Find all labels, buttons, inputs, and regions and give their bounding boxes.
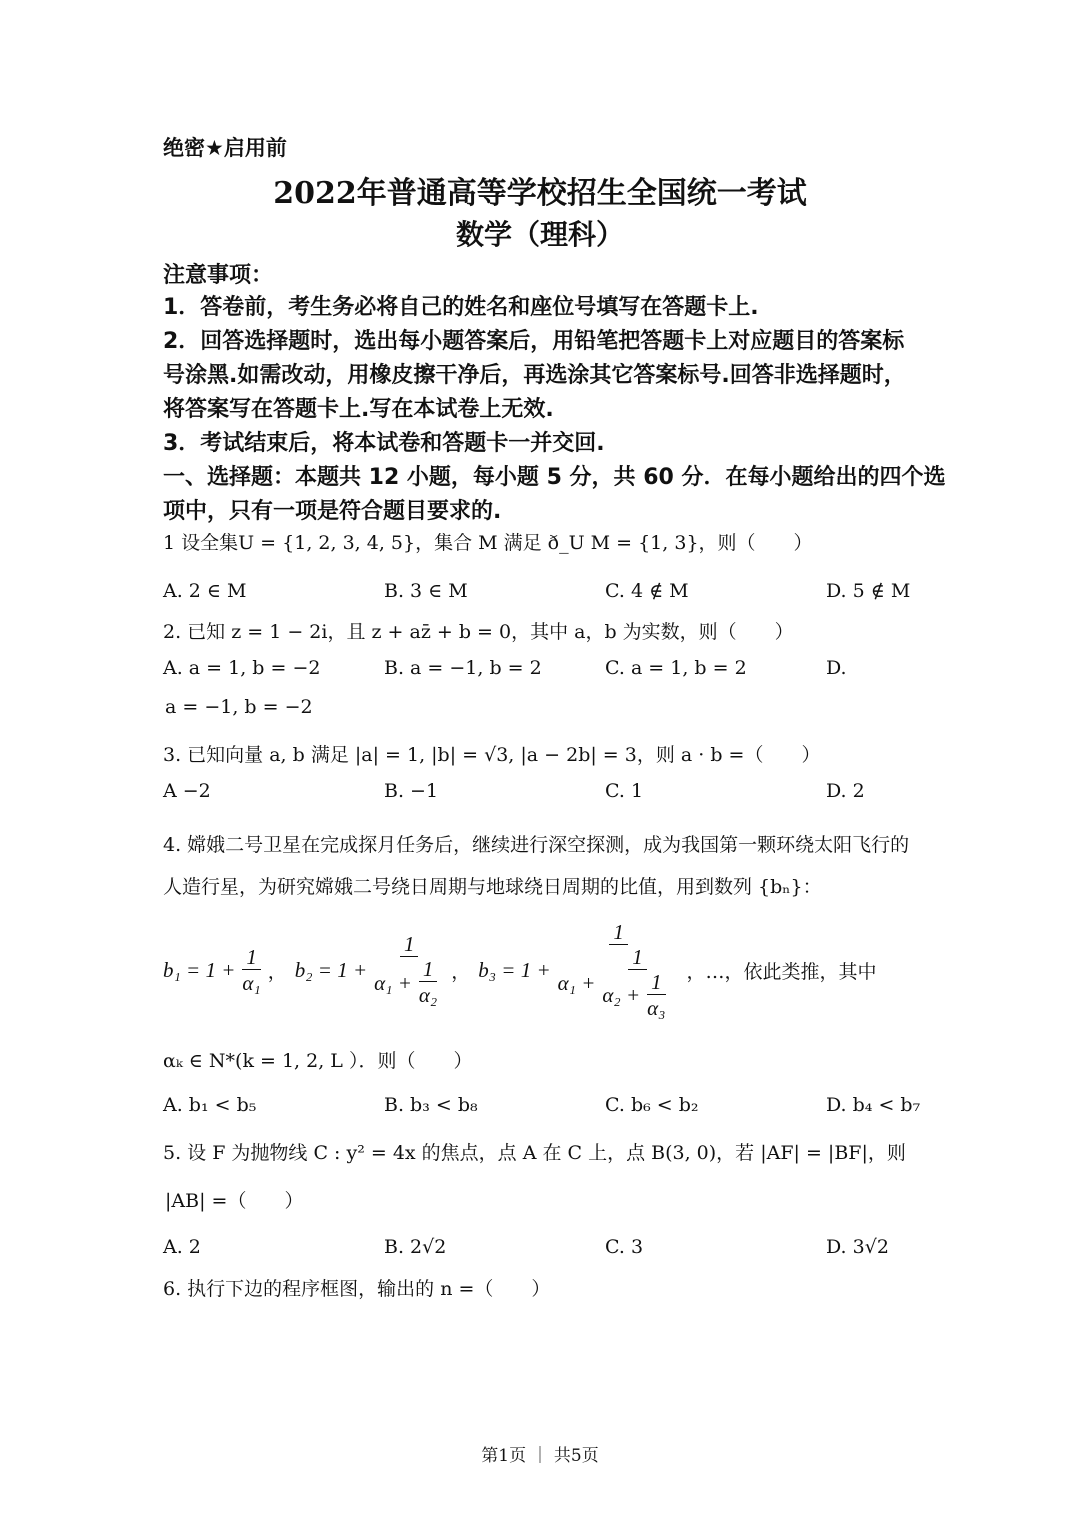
fraction-denominator: α₂ bbox=[418, 983, 438, 1007]
question-4-option-b: B. b₃ < b₈ bbox=[384, 1094, 478, 1116]
fraction-numerator: 1 bbox=[400, 932, 419, 957]
question-5-stem-line-2: |AB| =（ ） bbox=[165, 1190, 304, 1212]
question-2-option-d: D. bbox=[826, 657, 847, 679]
fraction-denominator bbox=[598, 970, 676, 1021]
alpha-term: α₂ + bbox=[602, 983, 641, 1007]
alpha-term: α₁ + bbox=[557, 970, 596, 995]
fraction-numerator: 1 bbox=[628, 945, 647, 970]
b1-fraction bbox=[238, 945, 264, 996]
question-2-option-a: A. a = 1, b = −2 bbox=[163, 657, 321, 679]
note-2-line-2: 号涂黑.如需改动，用橡皮擦干净后，再选涂其它答案标号.回答非选择题时， bbox=[163, 363, 906, 388]
question-1-option-c: C. 4 ∉ M bbox=[605, 580, 689, 602]
nested-fraction bbox=[598, 945, 676, 1021]
b3-fraction bbox=[554, 920, 684, 1021]
question-4-option-c: C. b₆ < b₂ bbox=[605, 1094, 699, 1116]
b2-expression: b₂ = 1 + bbox=[294, 957, 368, 982]
fraction-numerator: 1 bbox=[419, 957, 438, 982]
sequence-formulas bbox=[163, 915, 877, 1025]
b3-expression: b₃ = 1 + bbox=[478, 957, 551, 982]
question-4-line-2: 人造行星，为研究嫦娥二号绕日周期与地球绕日周期的比值，用到数列 {bₙ}： bbox=[163, 876, 822, 898]
note-2-line-1: 2．回答选择题时，选出每小题答案后，用铅笔把答题卡上对应题目的答案标 bbox=[163, 329, 905, 354]
question-1-option-a: A. 2 ∈ M bbox=[163, 580, 247, 602]
question-4-option-d: D. b₄ < b₇ bbox=[826, 1094, 921, 1116]
fraction-denominator: α₁ bbox=[242, 970, 261, 995]
question-4-option-a: A. b₁ < b₅ bbox=[163, 1094, 257, 1116]
separator: ， bbox=[267, 960, 287, 983]
exam-subtitle: 数学（理科） bbox=[455, 218, 624, 251]
question-5-option-b: B. 2√2 bbox=[384, 1236, 447, 1258]
question-3-stem: 3. 已知向量 a, b 满足 |a| = 1, |b| = √3, |a − 2b| = 3，则 a · b =（ ） bbox=[163, 744, 821, 766]
question-4-line-1: 4. 嫦娥二号卫星在完成探月任务后，继续进行深空探测，成为我国第一颗环绕太阳飞行的 bbox=[163, 834, 910, 856]
section-heading-line-1: 一、选择题：本题共 12 小题，每小题 5 分，共 60 分．在每小题给出的四个选 bbox=[163, 465, 946, 490]
separator: ， bbox=[451, 960, 471, 983]
question-2-option-d-value: a = −1, b = −2 bbox=[165, 696, 313, 718]
sequence-tail: ，…，依此类推，其中 bbox=[686, 960, 877, 983]
question-3-option-c: C. 1 bbox=[605, 780, 644, 802]
alpha-term: α₁ + bbox=[374, 970, 412, 995]
question-4-condition: αₖ ∈ N*(k = 1, 2, L ）．则（ ） bbox=[163, 1050, 473, 1072]
note-3: 3．考试结束后，将本试卷和答题卡一并交回. bbox=[163, 431, 605, 456]
fraction-denominator bbox=[554, 945, 684, 1021]
fraction-numerator: 1 bbox=[647, 970, 666, 995]
question-5-option-c: C. 3 bbox=[605, 1236, 644, 1258]
question-5-option-a: A. 2 bbox=[163, 1236, 201, 1258]
confidential-label: 绝密★启用前 bbox=[163, 136, 287, 160]
notes-heading: 注意事项： bbox=[163, 263, 274, 288]
nested-fraction bbox=[643, 970, 669, 1021]
note-1: 1．答卷前，考生务必将自己的姓名和座位号填写在答题卡上. bbox=[163, 295, 759, 320]
question-5-option-d: D. 3√2 bbox=[826, 1236, 889, 1258]
question-2-stem: 2. 已知 z = 1 − 2i，且 z + az̄ + b = 0，其中 a，b 为实数，则（ ） bbox=[163, 621, 794, 643]
fraction-numerator: 1 bbox=[609, 920, 628, 945]
section-heading-line-2: 项中，只有一项是符合题目要求的. bbox=[163, 499, 502, 524]
page-footer: 第1页 ｜ 共5页 bbox=[481, 1446, 599, 1466]
question-2-option-c: C. a = 1, b = 2 bbox=[605, 657, 747, 679]
exam-title: 2022年普通高等学校招生全国统一考试 bbox=[273, 176, 807, 211]
fraction-denominator bbox=[370, 957, 448, 1008]
fraction-numerator: 1 bbox=[242, 945, 261, 970]
question-5-stem: 5. 设 F 为抛物线 C : y² = 4x 的焦点，点 A 在 C 上，点 B(3, 0)，若 |AF| = |BF|，则 bbox=[163, 1142, 906, 1164]
question-3-option-a: A −2 bbox=[163, 780, 211, 802]
note-2-line-3: 将答案写在答题卡上.写在本试卷上无效. bbox=[163, 397, 554, 422]
question-1-option-d: D. 5 ∉ M bbox=[826, 580, 911, 602]
question-2-option-b: B. a = −1, b = 2 bbox=[384, 657, 542, 679]
nested-fraction bbox=[415, 957, 441, 1008]
b1-expression: b₁ = 1 + bbox=[163, 957, 236, 982]
question-3-option-d: D. 2 bbox=[826, 780, 865, 802]
fraction-denominator: α₃ bbox=[647, 995, 666, 1020]
question-1-stem: 1 设全集U = {1, 2, 3, 4, 5}，集合 M 满足 ð_U M = {1, 3}，则（ ） bbox=[163, 532, 813, 554]
question-3-option-b: B. −1 bbox=[384, 780, 439, 802]
b2-fraction bbox=[370, 932, 448, 1008]
question-1-option-b: B. 3 ∈ M bbox=[384, 580, 468, 602]
question-6-stem: 6. 执行下边的程序框图，输出的 n =（ ） bbox=[163, 1278, 551, 1300]
